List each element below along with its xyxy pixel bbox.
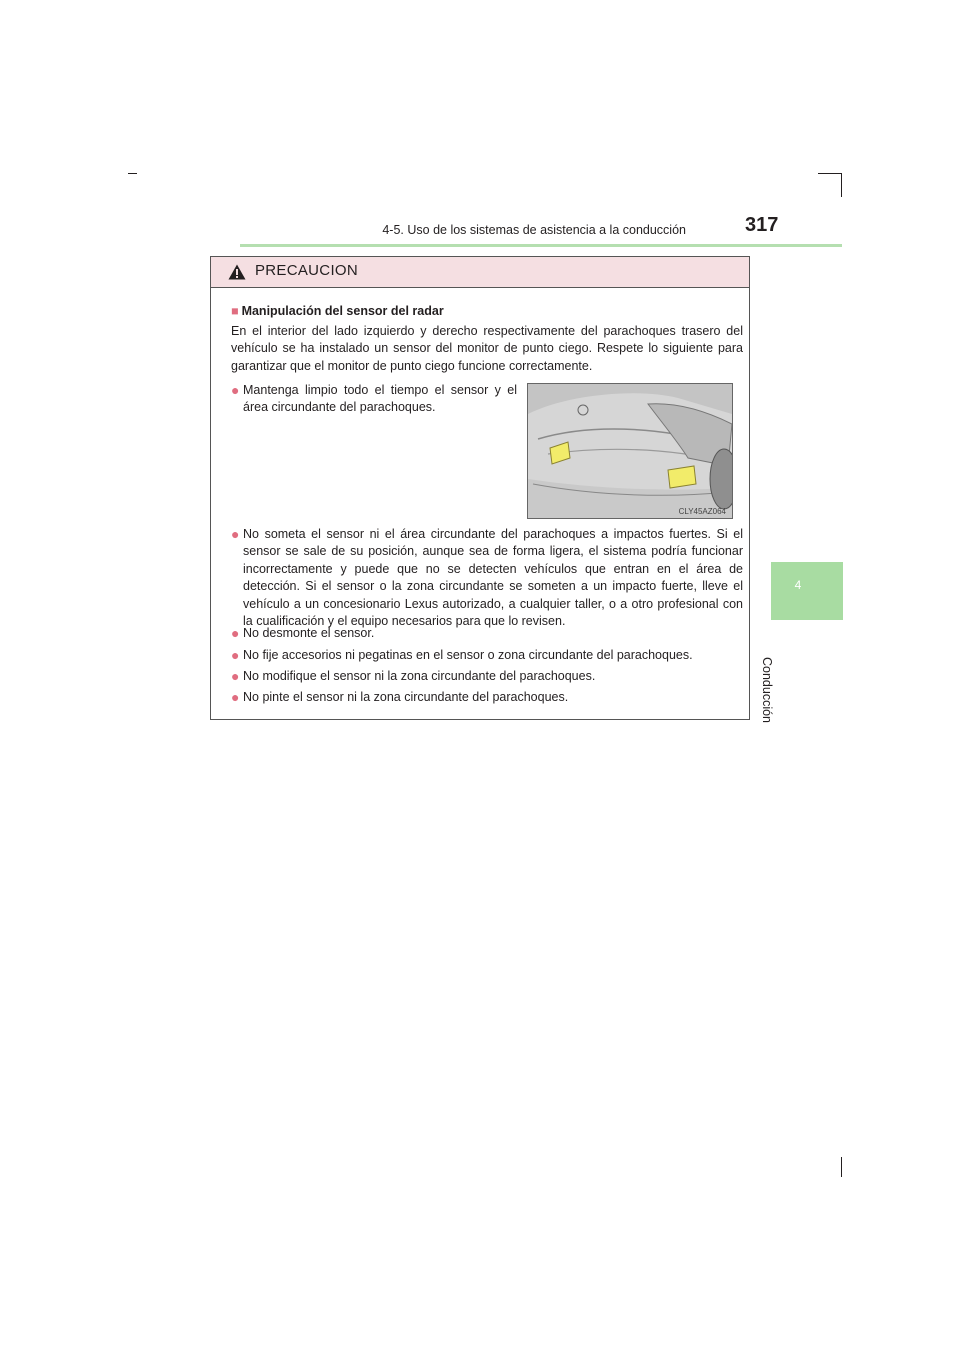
crop-mark <box>841 173 842 197</box>
list-item-text: No pinte el sensor ni la zona circundante del parachoques. <box>243 690 569 704</box>
list-item <box>231 668 743 685</box>
car-rear-image <box>528 384 732 518</box>
crop-mark <box>128 173 137 174</box>
bullet-icon: ● <box>231 625 240 641</box>
right-sensor-highlight <box>668 466 696 488</box>
intro-paragraph: En el interior del lado izquierdo y derecho respectivamente del parachoques trasero del vehículo se ha instalado un sensor del monitor de punto ciego. Respete lo siguiente para garantizar que el monitor de punto ciego funcione correctamente. <box>231 324 743 373</box>
bullet-icon: ● <box>231 647 240 663</box>
list-item-text: No someta el sensor ni el área circundante del parachoques a impactos fuertes. Si el sensor se sale de su posición, aunque sea de forma ligera, el sistema podría funcionar incorrectamente y puede que no se detecten vehículos que entran en el área de detección. Si el sensor o la zona circundante se someten a un impacto fuerte, lleve el vehículo a un concesionario Lexus autorizado, a cualquier taller, o a otro profesional con la cualificación y el equipo necesarios para que lo revisen. <box>243 527 743 629</box>
list-item <box>231 647 743 664</box>
list-item-text: Mantenga limpio todo el tiempo el sensor y el área circundante del parachoques. <box>243 383 517 415</box>
list-item <box>231 526 743 630</box>
warning-triangle-icon <box>228 264 246 280</box>
section-title-text: Manipulación del sensor del radar <box>241 304 444 318</box>
caution-header <box>211 257 749 288</box>
list-item <box>231 382 517 417</box>
list-item <box>231 689 743 706</box>
bullet-icon: ● <box>231 382 240 398</box>
list-item-text: No modifique el sensor ni la zona circundante del parachoques. <box>243 669 596 683</box>
figure-code: CLY45AZ064 <box>678 507 726 516</box>
bullet-icon: ● <box>231 689 240 705</box>
chapter-tab-label: Conducción <box>760 656 774 724</box>
list-item-text: No desmonte el sensor. <box>243 626 375 640</box>
crop-mark <box>841 1157 842 1177</box>
section-title <box>231 304 444 318</box>
bumper-sensor-illustration <box>527 383 733 519</box>
bullet-icon: ● <box>231 668 240 684</box>
square-bullet-icon: ■ <box>231 304 239 318</box>
crop-mark <box>818 173 842 174</box>
section-header: 4-5. Uso de los sistemas de asistencia a la conducción <box>382 223 686 237</box>
page-number: 317 <box>745 214 779 236</box>
chapter-tab-number: 4 <box>794 578 802 592</box>
chapter-tab <box>771 562 843 620</box>
caution-box <box>210 256 750 720</box>
bullet-icon: ● <box>231 526 240 542</box>
list-item-text: No fije accesorios ni pegatinas en el sensor o zona circundante del parachoques. <box>243 648 693 662</box>
list-item <box>231 625 743 642</box>
header-rule <box>240 244 842 247</box>
caution-title: PRECAUCION <box>255 262 359 279</box>
